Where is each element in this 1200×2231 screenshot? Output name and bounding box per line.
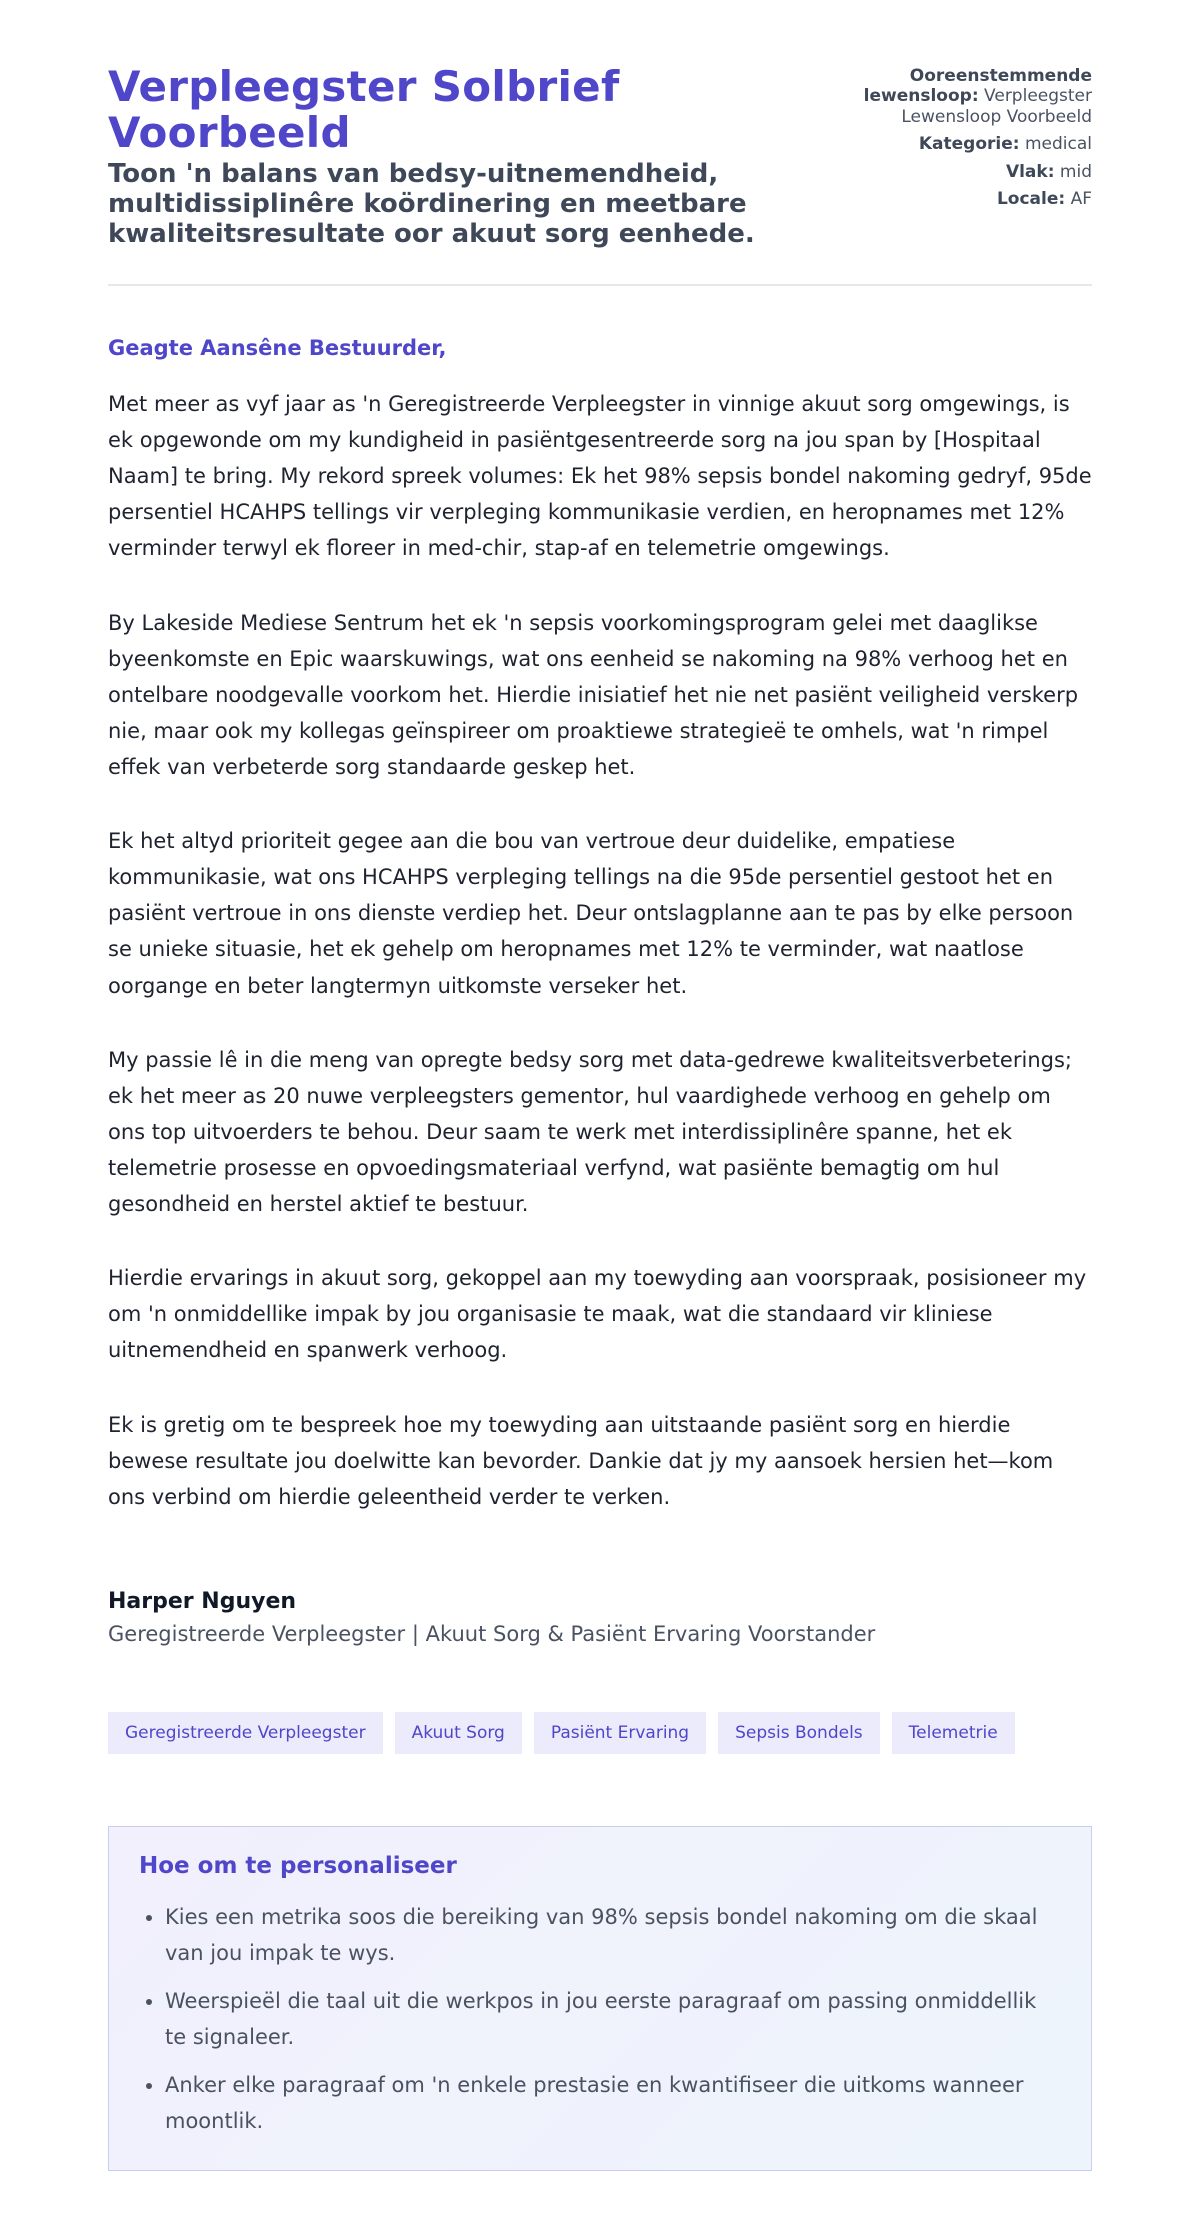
tag: Sepsis Bondels xyxy=(718,1712,880,1754)
tag-list xyxy=(108,1712,1092,1754)
tips-list xyxy=(139,1899,1061,2140)
page-title: Verpleegster Solbrief Voorbeeld xyxy=(108,62,620,158)
personalization-tips xyxy=(108,1826,1092,2171)
salutation: Geagte Aansêne Bestuurder, xyxy=(108,336,447,361)
tip-item: • Anker elke paragraaf om 'n enkele prestasie en kwantifiseer die uitkoms wanneer moontlik. xyxy=(165,2067,1061,2139)
letter-body xyxy=(108,336,1092,1515)
meta-key: Ooreenstemmende lewensloop: xyxy=(863,66,1092,107)
letter-paragraph: Ek het altyd prioriteit gegee aan die bou van vertroue deur duidelike, empatiese kommunikasie, wat ons HCAHPS verpleging tellings na die 95de persentiel gestoot het en pasiënt vertroue in ons dienste verdiep het. Deur ontslagplanne aan te pas by elke persoon se unieke situasie, het ek gehelp om heropnames met 12% te verminder, wat naatlose oorgange en beter langtermyn uitkomste verseker het. xyxy=(108,829,1074,998)
letter-paragraph: Hierdie ervarings in akuut sorg, gekoppel aan my toewyding aan voorspraak, posisioneer my om 'n onmiddellike impak by jou organisasie te maak, wat die standaard vir kliniese uitnemendheid en spanwerk verhoog. xyxy=(108,1266,1087,1363)
tag: Pasiënt Ervaring xyxy=(534,1712,706,1754)
tag: Geregistreerde Verpleegster xyxy=(108,1712,383,1754)
signature-role: Geregistreerde Verpleegster | Akuut Sorg & Pasiënt Ervaring Voorstander xyxy=(108,1621,876,1646)
meta-value: mid xyxy=(1059,161,1092,182)
meta-value: Verpleegster Lewensloop Voorbeeld xyxy=(901,86,1092,127)
document-meta xyxy=(842,66,1092,216)
letter-paragraph: My passie lê in die meng van opregte bedsy sorg met data-gedrewe kwaliteitsverbeterings; ek het meer as 20 nuwe verpleegsters gementor, hul vaardighede verhoog en gehelp om ons top uitvoerders te behou. Deur saam te werk met interdissiplinêre spanne, het ek telemetrie prosesse en opvoedingsmateriaal verfynd, wat pasiënte bemagtig om hul gesondheid en herstel aktief te bestuur. xyxy=(108,1047,1072,1217)
meta-key: Vlak: xyxy=(1005,161,1055,182)
letter-paragraph: Ek is gretig om te bespreek hoe my toewyding aan uitstaande pasiënt sorg en hierdie bewese resultate jou doelwitte kan bevorder. Dankie dat jy my aansoek hersien het—kom ons verbind om hierdie geleentheid verder te verken. xyxy=(108,1412,1054,1509)
tag: Telemetrie xyxy=(892,1712,1015,1754)
meta-key: Kategorie: xyxy=(918,134,1020,155)
meta-value: AF xyxy=(1070,188,1092,209)
letter-paragraph: By Lakeside Mediese Sentrum het ek 'n sepsis voorkomingsprogram gelei met daaglikse byeenkomste en Epic waarskuwings, wat ons eenheid se nakoming na 98% verhoog het en ontelbare noodgevalle voorkom het. Hierdie inisiatief het nie net pasiënt veiligheid verskerp nie, maar ook my kollegas geïnspireer om proaktiewe strategieë te omhels, wat 'n rimpel effek van verbeterde sorg standaarde geskep het. xyxy=(108,610,1079,780)
tip-item: • Kies een metrika soos die bereiking van 98% sepsis bondel nakoming om die skaal van jou impak te wys. xyxy=(165,1899,1061,1971)
meta-level xyxy=(842,162,1092,182)
tip-item: • Weerspieël die taal uit die werkpos in jou eerste paragraaf om passing onmiddellik te signaleer. xyxy=(165,1983,1061,2055)
meta-key: Locale: xyxy=(996,188,1066,209)
page-subtitle: Toon 'n balans van bedsy-uitnemendheid, multidissiplinêre koördinering en meetbare kwaliteitsresultate oor akuut sorg eenhede. xyxy=(108,159,755,250)
tag: Akuut Sorg xyxy=(395,1712,522,1754)
document-header xyxy=(108,64,1092,286)
meta-value: medical xyxy=(1024,134,1092,155)
signature-name: Harper Nguyen xyxy=(108,1588,297,1614)
meta-category xyxy=(842,134,1092,154)
meta-locale xyxy=(842,189,1092,209)
meta-matching-resume xyxy=(842,66,1092,127)
signature-block xyxy=(108,1589,1092,1646)
letter-paragraph: Met meer as vyf jaar as 'n Geregistreerde Verpleegster in vinnige akuut sorg omgewings, is ek opgewonde om my kundigheid in pasiëntgesentreerde sorg na jou span by [Hospitaal Naam] te bring. My rekord spreek volumes: Ek het 98% sepsis bondel nakoming gedryf, 95de persentiel HCAHPS tellings vir verpleging kommunikasie verdien, en heropnames met 12% verminder terwyl ek floreer in med-chir, stap-af en telemetrie omgewings. xyxy=(108,392,1092,561)
tips-title: Hoe om te personaliseer xyxy=(139,1852,457,1879)
header-titles xyxy=(108,64,838,250)
